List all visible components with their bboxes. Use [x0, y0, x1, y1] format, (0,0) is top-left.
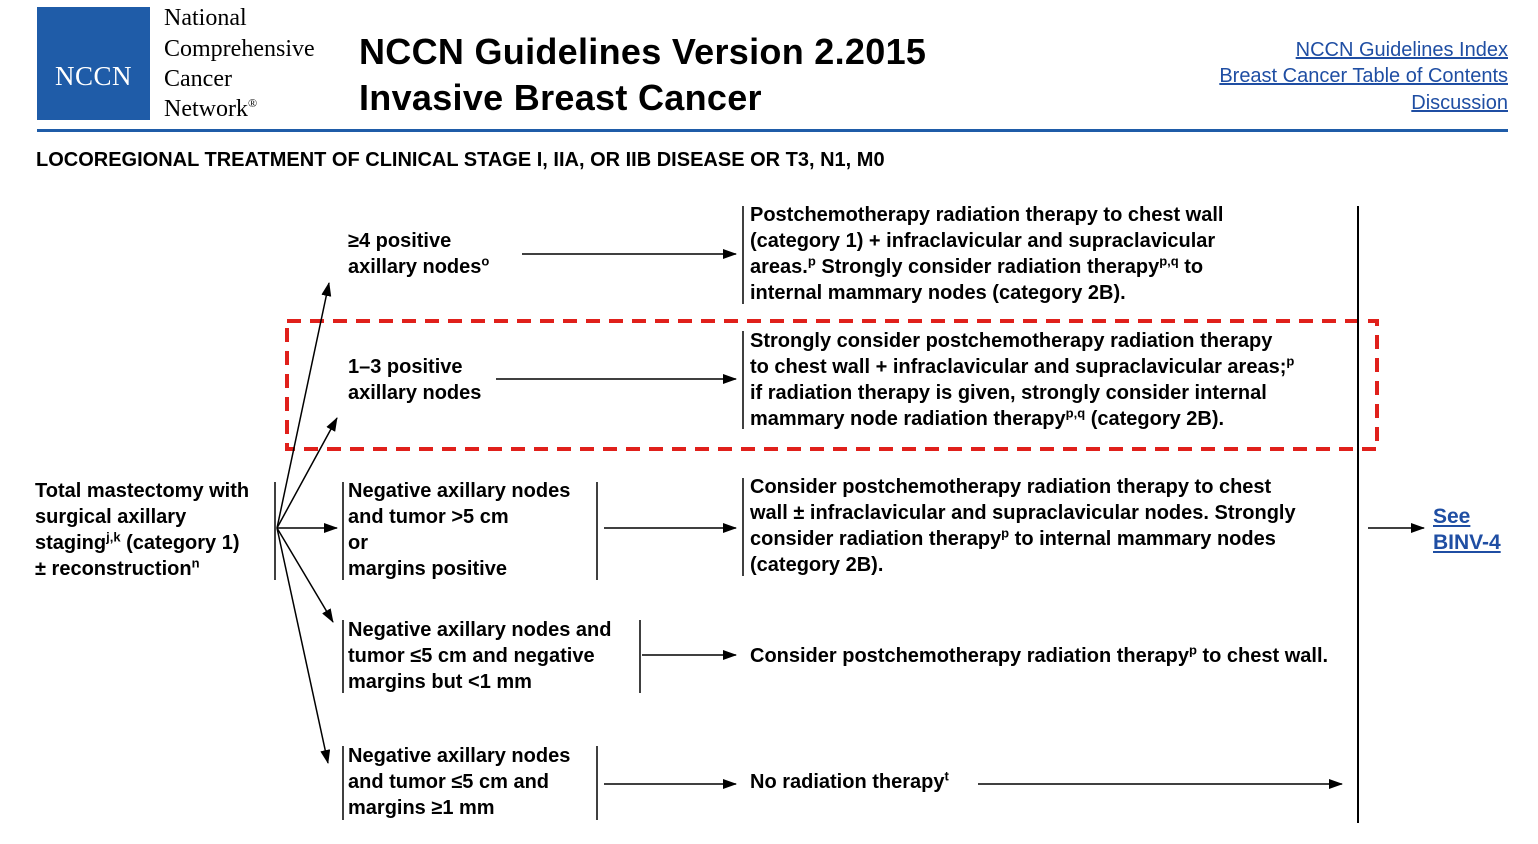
condition-negative-nodes-tumor-over-5cm: Negative axillary nodes and tumor >5 cm or margins positive [348, 480, 571, 580]
guideline-topic-title: Invasive Breast Cancer [359, 77, 762, 118]
treatment-negative-nodes-close-margins: Consider postchemotherapy radiation therapy$^p$ to chest wall. [750, 642, 1329, 667]
section-title: LOCOREGIONAL TREATMENT OF CLINICAL STAGE I, IIA, OR IIB DISEASE OR T3, N1, M0 [36, 149, 885, 171]
binv4-label[interactable]: BINV-4 [1433, 531, 1501, 554]
see-label[interactable]: See [1433, 505, 1471, 528]
treatment-negative-nodes-clear-margins: No radiation therapy$^t$ [750, 768, 949, 793]
treatment-negative-nodes-tumor-over-5cm: Consider postchemotherapy radiation therapy to chest wall ± infraclavicular and supraclavicular nodes. Strongly consider radiation therapy$^p$ to internal mammary nodes (category 2B). [750, 476, 1296, 576]
table-of-contents-link[interactable]: Breast Cancer Table of Contents [1219, 65, 1508, 87]
start-node-text: Total mastectomy with surgical axillary staging$^{j,k}$ (category 1) ± reconstruction$^n$ [35, 480, 250, 580]
logo-text: NCCN [54, 61, 132, 91]
registered-mark: ® [247, 96, 258, 110]
condition-1-3-positive-nodes: 1–3 positive axillary nodes [348, 356, 482, 404]
condition-4-plus-positive-nodes: ≥4 positive axillary nodes$^o$ [348, 230, 490, 278]
org-name-line-1: National [164, 5, 247, 31]
org-name-line-3: Cancer [164, 66, 232, 92]
org-name-line-2: Comprehensive [164, 36, 315, 62]
guidelines-index-link[interactable]: NCCN Guidelines Index [1295, 39, 1508, 61]
treatment-4-plus-positive-nodes: Postchemotherapy radiation therapy to chest wall (category 1) + infraclavicular and supraclavicular areas.$^p$ Strongly consider radiation therapy$^{p,q}$ to internal mammary nodes (category 2B). [750, 204, 1224, 304]
guideline-version-title: NCCN Guidelines Version 2.2015 [359, 31, 927, 72]
see-binv4-link[interactable] [1433, 504, 1501, 556]
branch-arrow-1 [277, 283, 329, 528]
discussion-link[interactable]: Discussion [1411, 92, 1508, 114]
branch-arrow-4 [277, 528, 333, 622]
branch-arrow-2 [277, 418, 337, 528]
condition-negative-nodes-close-margins: Negative axillary nodes and tumor ≤5 cm and negative margins but <1 mm [348, 619, 612, 693]
treatment-1-3-positive-nodes: Strongly consider postchemotherapy radiation therapy to chest wall + infraclavicular and supraclavicular areas;$^p$ if radiation therapy is given, strongly consider internal mammary node radiation therapy$^{p,q}$ (category 2B). [750, 330, 1295, 430]
branch-arrow-5 [277, 528, 328, 763]
condition-negative-nodes-clear-margins: Negative axillary nodes and tumor ≤5 cm and margins ≥1 mm [348, 745, 571, 819]
org-name-line-4: Network® [164, 96, 258, 122]
